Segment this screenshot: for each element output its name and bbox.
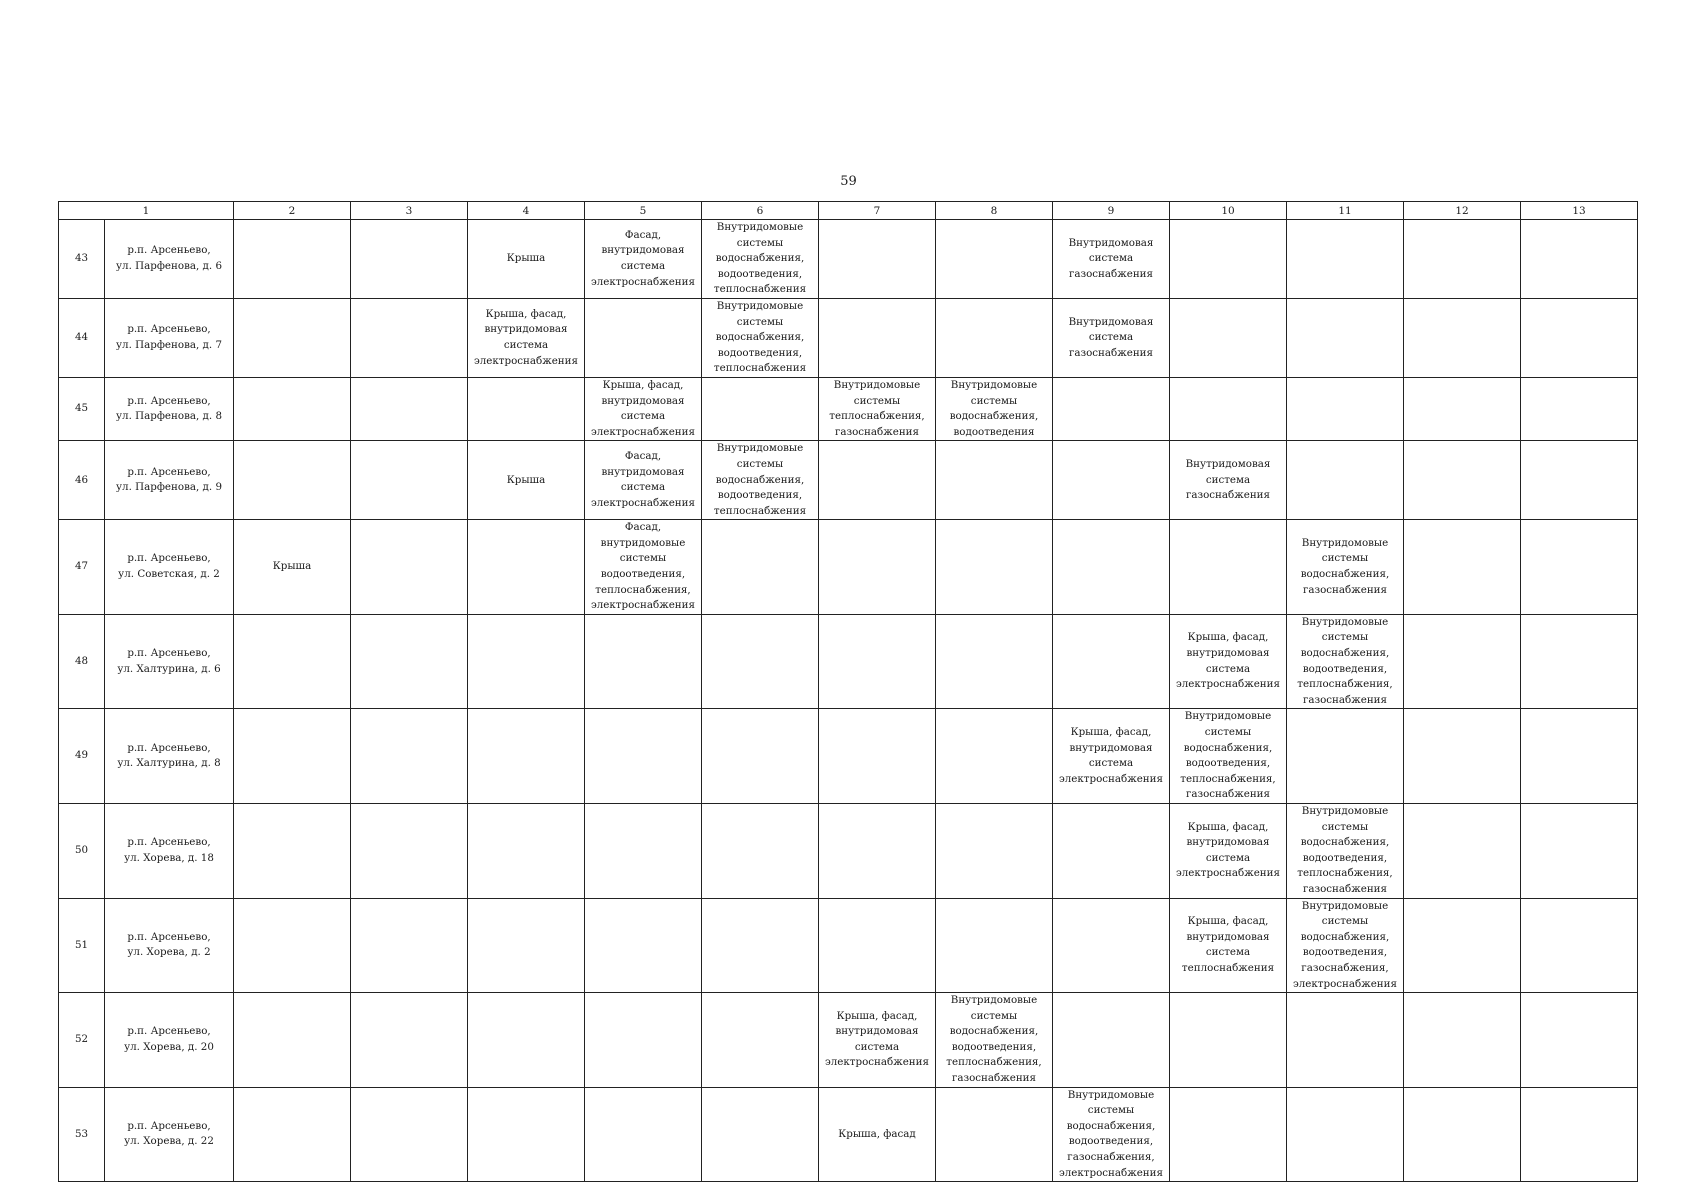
work-cell bbox=[936, 993, 1053, 1088]
work-cell-text: Крыша bbox=[506, 252, 546, 265]
work-cell bbox=[351, 377, 468, 440]
work-cell bbox=[819, 377, 936, 440]
column-header: 12 bbox=[1404, 202, 1521, 220]
work-cell bbox=[234, 377, 351, 440]
work-cell bbox=[936, 520, 1053, 615]
work-cell bbox=[1521, 520, 1638, 615]
work-cell bbox=[585, 614, 702, 709]
work-cell bbox=[468, 898, 585, 993]
row-number-cell-text: 48 bbox=[74, 654, 89, 667]
work-cell bbox=[468, 993, 585, 1088]
work-cell bbox=[1287, 898, 1404, 993]
row-number-cell bbox=[59, 993, 105, 1088]
work-cell bbox=[1170, 520, 1287, 615]
work-cell bbox=[936, 220, 1053, 299]
column-header: 11 bbox=[1287, 202, 1404, 220]
work-cell bbox=[1170, 1087, 1287, 1182]
address-cell bbox=[105, 220, 234, 299]
work-cell bbox=[936, 803, 1053, 898]
work-cell bbox=[702, 377, 819, 440]
work-cell bbox=[936, 377, 1053, 440]
work-cell bbox=[234, 993, 351, 1088]
work-cell bbox=[819, 993, 936, 1088]
work-cell bbox=[1053, 803, 1170, 898]
column-header: 9 bbox=[1053, 202, 1170, 220]
address-cell-text: р.п. Арсеньево, ул. Халтурина, д. 8 bbox=[117, 741, 221, 770]
work-cell bbox=[585, 1087, 702, 1182]
work-cell bbox=[351, 298, 468, 377]
address-cell bbox=[105, 803, 234, 898]
work-cell bbox=[1170, 993, 1287, 1088]
work-cell bbox=[585, 993, 702, 1088]
work-cell bbox=[819, 803, 936, 898]
work-cell bbox=[1521, 441, 1638, 520]
work-cell bbox=[1404, 614, 1521, 709]
column-header: 1 bbox=[59, 202, 234, 220]
address-cell bbox=[105, 993, 234, 1088]
address-cell-text: р.п. Арсеньево, ул. Советская, д. 2 bbox=[118, 552, 220, 581]
work-cell bbox=[234, 898, 351, 993]
row-number-cell bbox=[59, 1087, 105, 1182]
work-cell bbox=[1521, 614, 1638, 709]
work-cell bbox=[1053, 220, 1170, 299]
work-cell bbox=[351, 898, 468, 993]
work-cell bbox=[585, 898, 702, 993]
work-cell-text: Внутридомовая система газоснабжения bbox=[1068, 315, 1154, 359]
work-cell bbox=[585, 520, 702, 615]
address-cell-text: р.п. Арсеньево, ул. Парфенова, д. 7 bbox=[116, 323, 222, 351]
work-cell bbox=[819, 1087, 936, 1182]
column-header: 2 bbox=[234, 202, 351, 220]
work-cell-text: Крыша, фасад bbox=[838, 1127, 916, 1140]
row-number-cell bbox=[59, 298, 105, 377]
work-cell bbox=[1521, 709, 1638, 804]
work-cell-text: Фасад, внутридомовая система электроснабжения bbox=[590, 228, 696, 288]
work-cell bbox=[234, 298, 351, 377]
table-row bbox=[59, 898, 1638, 993]
work-cell bbox=[1170, 220, 1287, 299]
page-number: 59 bbox=[840, 174, 857, 189]
work-cell bbox=[351, 441, 468, 520]
work-cell-text: Внутридомовые системы водоснабжения, водоотведения, газоснабжения, электроснабжения bbox=[1292, 899, 1398, 990]
work-cell bbox=[1404, 709, 1521, 804]
work-cell bbox=[1404, 377, 1521, 440]
work-cell bbox=[1170, 298, 1287, 377]
work-cell bbox=[1404, 298, 1521, 377]
work-cell bbox=[1053, 1087, 1170, 1182]
column-header: 13 bbox=[1521, 202, 1638, 220]
table-row bbox=[59, 709, 1638, 804]
work-cell bbox=[936, 709, 1053, 804]
work-cell-text: Крыша, фасад, внутридомовая система электроснабжения bbox=[1175, 631, 1281, 691]
repair-schedule-table bbox=[58, 201, 1638, 1182]
work-cell bbox=[702, 220, 819, 299]
work-cell bbox=[1053, 614, 1170, 709]
work-cell bbox=[1053, 441, 1170, 520]
work-cell bbox=[1053, 993, 1170, 1088]
work-cell bbox=[351, 520, 468, 615]
work-cell bbox=[702, 614, 819, 709]
address-cell bbox=[105, 377, 234, 440]
work-cell-text: Крыша, фасад, внутридомовая система теплоснабжения bbox=[1181, 915, 1275, 974]
work-cell bbox=[702, 993, 819, 1088]
work-cell-text: Внутридомовая система газоснабжения bbox=[1068, 236, 1154, 280]
work-cell-text: Крыша, фасад, внутридомовая система электроснабжения bbox=[824, 1009, 930, 1069]
work-cell-text: Внутридомовые системы водоснабжения, водоотведения, теплоснабжения bbox=[713, 299, 807, 375]
column-header: 10 bbox=[1170, 202, 1287, 220]
column-header: 8 bbox=[936, 202, 1053, 220]
work-cell bbox=[1521, 220, 1638, 299]
work-cell bbox=[351, 709, 468, 804]
work-cell-text: Крыша, фасад, внутридомовая система электроснабжения bbox=[473, 307, 579, 367]
work-cell bbox=[234, 614, 351, 709]
column-header: 4 bbox=[468, 202, 585, 220]
work-cell bbox=[1287, 298, 1404, 377]
work-cell bbox=[468, 220, 585, 299]
address-cell-text: р.п. Арсеньево, ул. Парфенова, д. 9 bbox=[116, 465, 222, 494]
row-number-cell bbox=[59, 441, 105, 520]
row-number-cell-text: 51 bbox=[74, 938, 89, 951]
work-cell bbox=[702, 898, 819, 993]
work-cell bbox=[1170, 898, 1287, 993]
row-number-cell bbox=[59, 377, 105, 440]
row-number-cell bbox=[59, 220, 105, 299]
table-row bbox=[59, 1087, 1638, 1182]
work-cell bbox=[819, 898, 936, 993]
work-cell bbox=[1170, 803, 1287, 898]
work-cell bbox=[468, 441, 585, 520]
row-number-cell-text: 43 bbox=[74, 252, 89, 265]
work-cell bbox=[234, 709, 351, 804]
row-number-cell bbox=[59, 709, 105, 804]
work-cell bbox=[1053, 520, 1170, 615]
work-cell bbox=[1404, 220, 1521, 299]
work-cell-text: Внутридомовые системы водоснабжения, водоотведения, газоснабжения, электроснабжения bbox=[1058, 1088, 1164, 1179]
work-cell bbox=[1053, 898, 1170, 993]
work-cell bbox=[819, 614, 936, 709]
address-cell-text: р.п. Арсеньево, ул. Хорева, д. 18 bbox=[124, 836, 214, 864]
row-number-cell-text: 47 bbox=[74, 560, 89, 573]
address-cell bbox=[105, 1087, 234, 1182]
work-cell bbox=[936, 898, 1053, 993]
work-cell-text: Внутридомовые системы водоснабжения, водоотведения bbox=[949, 378, 1039, 438]
table-body bbox=[59, 220, 1638, 1182]
work-cell bbox=[1170, 441, 1287, 520]
column-header: 3 bbox=[351, 202, 468, 220]
work-cell bbox=[702, 441, 819, 520]
work-cell bbox=[1287, 803, 1404, 898]
work-cell bbox=[468, 520, 585, 615]
work-cell bbox=[234, 803, 351, 898]
work-cell-text: Внутридомовые системы водоснабжения, водоотведения, теплоснабжения, газоснабжения bbox=[946, 994, 1042, 1085]
work-cell bbox=[1404, 803, 1521, 898]
work-cell-text: Внутридомовые системы водоснабжения, водоотведения, теплоснабжения, газоснабжения bbox=[1297, 615, 1393, 706]
work-cell bbox=[702, 520, 819, 615]
work-cell bbox=[702, 709, 819, 804]
address-cell bbox=[105, 614, 234, 709]
work-cell bbox=[234, 220, 351, 299]
address-cell-text: р.п. Арсеньево, ул. Хорева, д. 22 bbox=[124, 1119, 214, 1148]
address-cell bbox=[105, 520, 234, 615]
row-number-cell-text: 45 bbox=[74, 402, 89, 415]
work-cell-text: Крыша, фасад, внутридомовая система электроснабжения bbox=[1058, 726, 1164, 785]
work-cell bbox=[351, 803, 468, 898]
work-cell bbox=[1404, 898, 1521, 993]
row-number-cell-text: 53 bbox=[74, 1127, 89, 1140]
work-cell bbox=[819, 709, 936, 804]
work-cell bbox=[1170, 614, 1287, 709]
table-row bbox=[59, 803, 1638, 898]
work-cell bbox=[1521, 898, 1638, 993]
table-row bbox=[59, 298, 1638, 377]
work-cell bbox=[234, 1087, 351, 1182]
row-number-cell-text: 46 bbox=[74, 473, 89, 486]
work-cell bbox=[585, 709, 702, 804]
work-cell bbox=[1053, 298, 1170, 377]
row-number-cell-text: 49 bbox=[74, 749, 89, 762]
work-cell bbox=[585, 377, 702, 440]
work-cell bbox=[936, 1087, 1053, 1182]
table-row bbox=[59, 220, 1638, 299]
table-row bbox=[59, 520, 1638, 615]
address-cell-text: р.п. Арсеньево, ул. Парфенова, д. 6 bbox=[116, 244, 222, 272]
row-number-cell bbox=[59, 520, 105, 615]
work-cell bbox=[351, 993, 468, 1088]
row-number-cell bbox=[59, 614, 105, 709]
work-cell bbox=[351, 614, 468, 709]
work-cell bbox=[1404, 441, 1521, 520]
work-cell bbox=[1053, 377, 1170, 440]
work-cell bbox=[468, 298, 585, 377]
table-row bbox=[59, 993, 1638, 1088]
address-cell bbox=[105, 709, 234, 804]
work-cell bbox=[351, 220, 468, 299]
work-cell bbox=[1287, 220, 1404, 299]
header-row bbox=[59, 202, 1638, 220]
work-cell bbox=[468, 709, 585, 804]
work-cell bbox=[234, 441, 351, 520]
work-cell bbox=[1053, 709, 1170, 804]
work-cell bbox=[1170, 377, 1287, 440]
work-cell bbox=[468, 377, 585, 440]
work-cell bbox=[1287, 441, 1404, 520]
address-cell-text: р.п. Арсеньево, ул. Хорева, д. 2 bbox=[127, 930, 211, 959]
work-cell bbox=[468, 614, 585, 709]
work-cell-text: Крыша bbox=[272, 560, 312, 573]
work-cell bbox=[1521, 803, 1638, 898]
address-cell-text: р.п. Арсеньево, ул. Халтурина, д. 6 bbox=[117, 647, 221, 675]
table-row bbox=[59, 614, 1638, 709]
work-cell-text: Крыша, фасад, внутридомовая система электроснабжения bbox=[590, 378, 696, 438]
work-cell-text: Крыша, фасад, внутридомовая система электроснабжения bbox=[1175, 820, 1281, 880]
work-cell bbox=[1170, 709, 1287, 804]
address-cell bbox=[105, 441, 234, 520]
address-cell-text: р.п. Арсеньево, ул. Хорева, д. 20 bbox=[124, 1025, 214, 1053]
work-cell bbox=[702, 803, 819, 898]
work-cell bbox=[468, 803, 585, 898]
work-cell bbox=[585, 298, 702, 377]
address-cell-text: р.п. Арсеньево, ул. Парфенова, д. 8 bbox=[116, 394, 222, 423]
work-cell bbox=[1287, 709, 1404, 804]
work-cell bbox=[819, 520, 936, 615]
work-cell bbox=[1287, 520, 1404, 615]
work-cell-text: Внутридомовые системы водоснабжения, газоснабжения bbox=[1300, 536, 1390, 596]
work-cell bbox=[1404, 993, 1521, 1088]
work-cell bbox=[1521, 298, 1638, 377]
work-cell bbox=[1287, 993, 1404, 1088]
column-header: 7 bbox=[819, 202, 936, 220]
work-cell-text: Внутридомовая система газоснабжения bbox=[1185, 457, 1271, 502]
work-cell bbox=[1287, 1087, 1404, 1182]
work-cell bbox=[351, 1087, 468, 1182]
work-cell-text: Фасад, внутридомовые системы водоотведения, теплоснабжения, электроснабжения bbox=[590, 521, 696, 612]
work-cell bbox=[1404, 1087, 1521, 1182]
work-cell-text: Внутридомовые системы водоснабжения, водоотведения, теплоснабжения bbox=[713, 221, 807, 296]
work-cell-text: Внутридомовые системы водоснабжения, водоотведения, теплоснабжения, газоснабжения bbox=[1180, 710, 1276, 801]
work-cell bbox=[585, 220, 702, 299]
work-cell-text: Внутридомовые системы водоснабжения, водоотведения, теплоснабжения bbox=[713, 442, 807, 517]
work-cell-text: Внутридомовые системы теплоснабжения, газоснабжения bbox=[829, 378, 925, 438]
row-number-cell bbox=[59, 898, 105, 993]
work-cell bbox=[1287, 377, 1404, 440]
work-cell bbox=[819, 441, 936, 520]
row-number-cell-text: 50 bbox=[74, 843, 89, 856]
work-cell bbox=[702, 298, 819, 377]
work-cell bbox=[936, 614, 1053, 709]
row-number-cell bbox=[59, 803, 105, 898]
address-cell bbox=[105, 898, 234, 993]
work-cell bbox=[234, 520, 351, 615]
work-cell bbox=[819, 220, 936, 299]
row-number-cell-text: 44 bbox=[74, 331, 89, 344]
work-cell bbox=[1404, 520, 1521, 615]
work-cell bbox=[585, 441, 702, 520]
work-cell bbox=[702, 1087, 819, 1182]
work-cell-text: Внутридомовые системы водоснабжения, водоотведения, теплоснабжения, газоснабжения bbox=[1297, 804, 1393, 895]
work-cell bbox=[468, 1087, 585, 1182]
work-cell-text: Крыша bbox=[506, 473, 546, 486]
work-cell bbox=[1287, 614, 1404, 709]
work-cell bbox=[936, 298, 1053, 377]
table-row bbox=[59, 377, 1638, 440]
work-cell bbox=[585, 803, 702, 898]
work-cell bbox=[819, 298, 936, 377]
work-cell-text: Фасад, внутридомовая система электроснабжения bbox=[590, 450, 696, 509]
column-header: 5 bbox=[585, 202, 702, 220]
work-cell bbox=[936, 441, 1053, 520]
work-cell bbox=[1521, 993, 1638, 1088]
table-row bbox=[59, 441, 1638, 520]
column-header: 6 bbox=[702, 202, 819, 220]
work-cell bbox=[1521, 1087, 1638, 1182]
work-cell bbox=[1521, 377, 1638, 440]
address-cell bbox=[105, 298, 234, 377]
row-number-cell-text: 52 bbox=[74, 1033, 89, 1046]
